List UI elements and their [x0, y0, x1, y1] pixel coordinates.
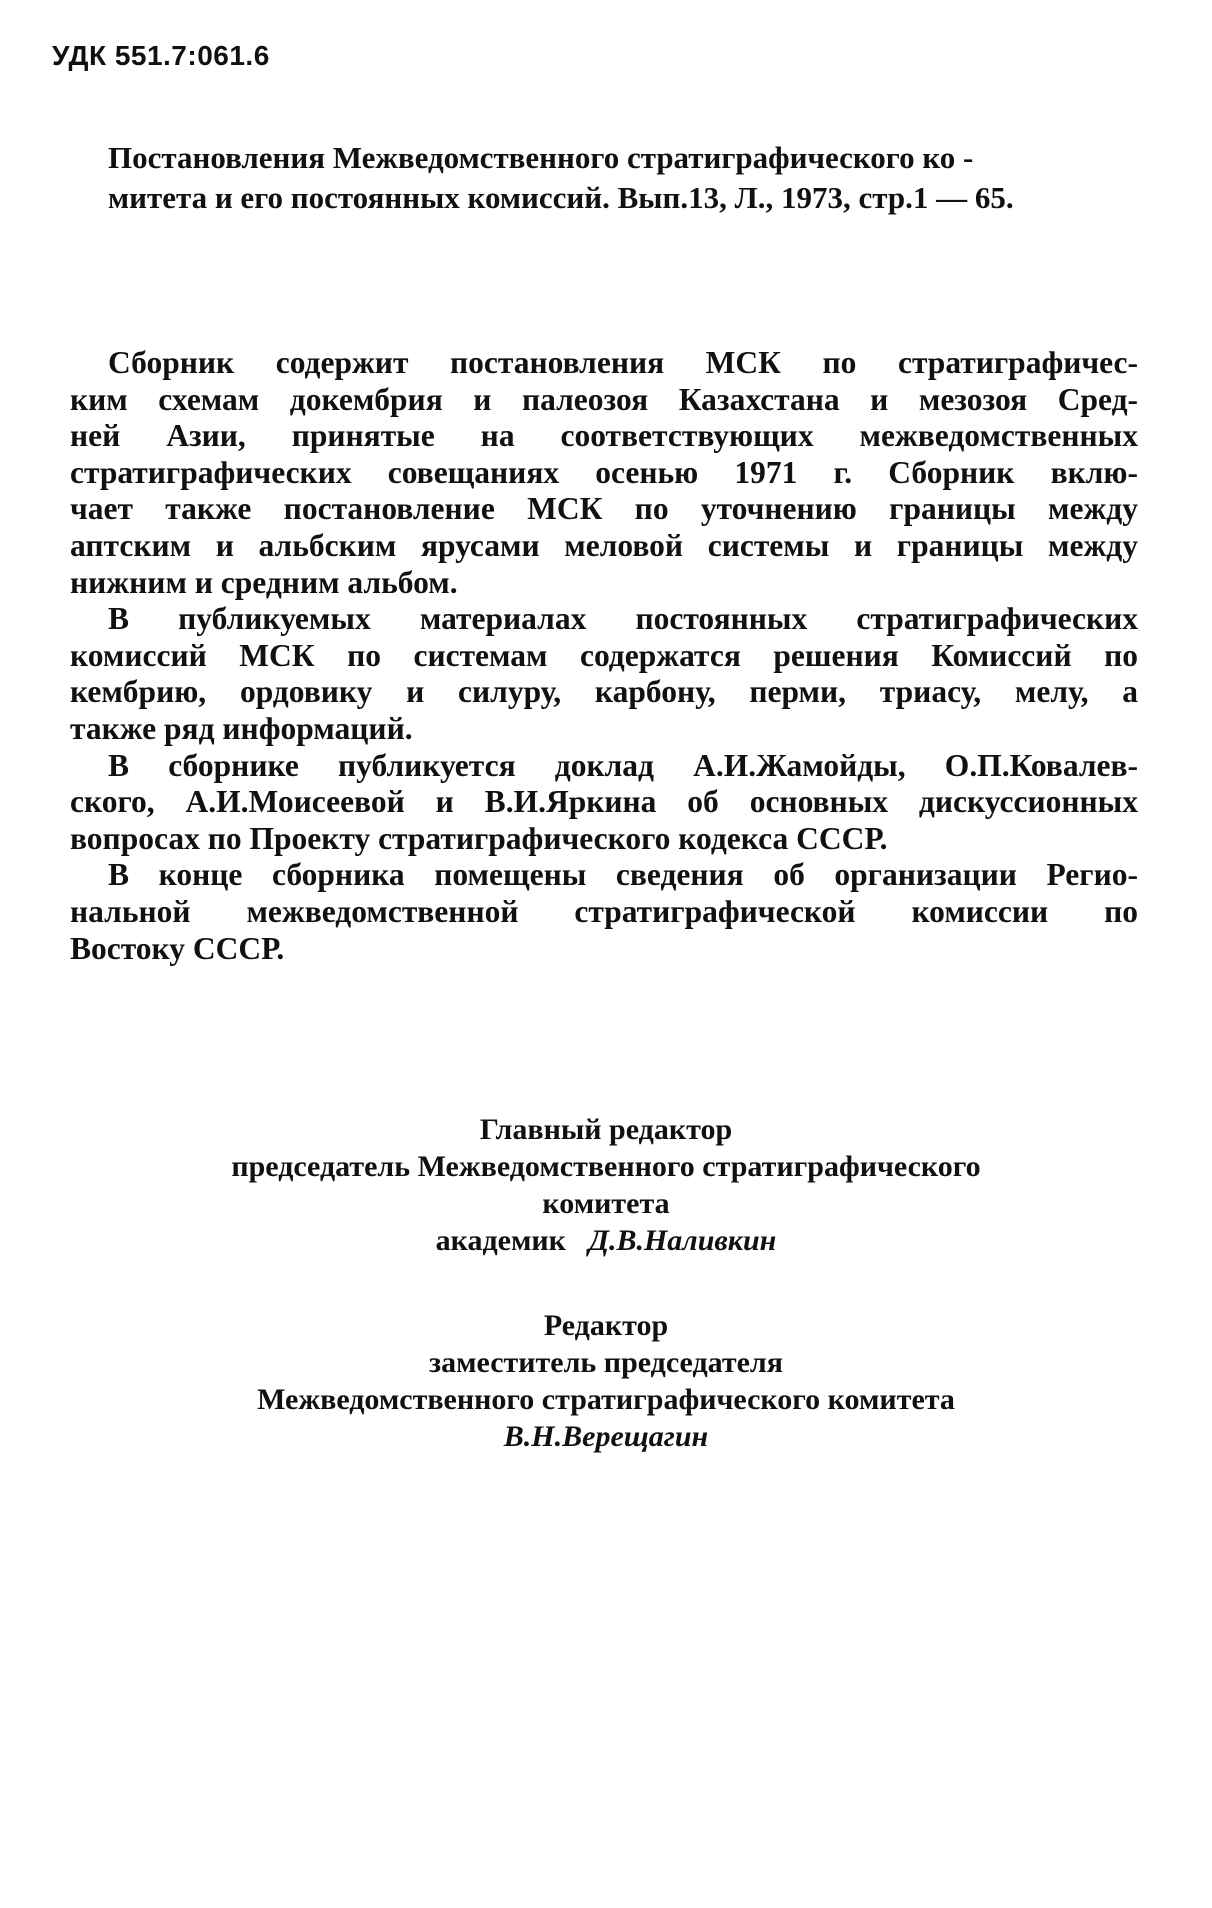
- abstract-paragraph: [70, 748, 1138, 858]
- abstract-line: аптским и альбским ярусами меловой системы и границы между: [70, 527, 1138, 563]
- abstract-line: В конце сборника помещены сведения об организации Регио-: [108, 857, 1138, 893]
- chief-editor-heading: Главный редактор: [479, 1113, 733, 1146]
- abstract-line: комиссий МСК по системам содержатся решения Комиссий по: [70, 637, 1138, 673]
- abstract-line: Востоку СССР.: [70, 930, 285, 966]
- abstract-line: нижним и средним альбом.: [70, 564, 458, 600]
- abstract-paragraph: [70, 857, 1138, 967]
- abstract-line: вопросах по Проекту стратиграфического кодекса СССР.: [70, 820, 888, 856]
- chief-editor-signature: [0, 1222, 1212, 1259]
- chief-editor-name: Д.В.Наливкин: [588, 1224, 777, 1257]
- editor-role-cont: Межведомственного стратиграфического комитета: [257, 1383, 955, 1416]
- chief-editor-role-cont: комитета: [542, 1187, 670, 1220]
- editor-role: заместитель председателя: [429, 1346, 783, 1379]
- editor-block: [0, 1307, 1212, 1453]
- abstract-line: В публикуемых материалах постоянных стратиграфических: [108, 601, 1138, 637]
- udk-code: УДК 551.7:061.6: [52, 40, 270, 71]
- abstract-paragraph: [70, 345, 1138, 601]
- abstract-line: ким схемам докембрия и палеозоя Казахстана и мезозоя Сред-: [70, 381, 1138, 417]
- editor-name: В.Н.Верещагин: [503, 1420, 709, 1453]
- chief-editor-role: председатель Межведомственного стратиграфического: [231, 1150, 981, 1183]
- abstract-line: ского, А.И.Моисеевой и В.И.Яркина об основных дискуссионных: [70, 784, 1138, 820]
- citation-line: митета и его постоянных комиссий. Вып.13, Л., 1973, стр.1 — 65.: [108, 180, 1014, 215]
- abstract-line: также ряд информаций.: [70, 710, 413, 746]
- abstract-line: чает также постановление МСК по уточнению границы между: [70, 491, 1138, 527]
- abstract-line: В сборнике публикуется доклад А.И.Жамойды, О.П.Ковалев-: [108, 747, 1138, 783]
- abstract-paragraph: [70, 601, 1138, 747]
- chief-editor-block: [0, 1111, 1212, 1259]
- abstract-line: кембрию, ордовику и силуру, карбону, перми, триасу, мелу, а: [70, 674, 1138, 710]
- abstract-line: ней Азии, принятые на соответствующих межведомственных: [70, 418, 1138, 454]
- abstract-line: стратиграфических совещаниях осенью 1971 г. Сборник вклю-: [70, 454, 1138, 490]
- abstract: [70, 345, 1138, 967]
- editor-heading: Редактор: [543, 1309, 669, 1342]
- bibliographic-citation: [108, 138, 1158, 218]
- abstract-line: нальной межведомственной стратиграфической комиссии по: [70, 893, 1138, 929]
- chief-editor-title: академик: [435, 1224, 566, 1257]
- citation-line: Постановления Межведомственного стратиграфического ко -: [108, 140, 974, 175]
- abstract-line: Сборник содержит постановления МСК по стратиграфичес-: [108, 345, 1138, 380]
